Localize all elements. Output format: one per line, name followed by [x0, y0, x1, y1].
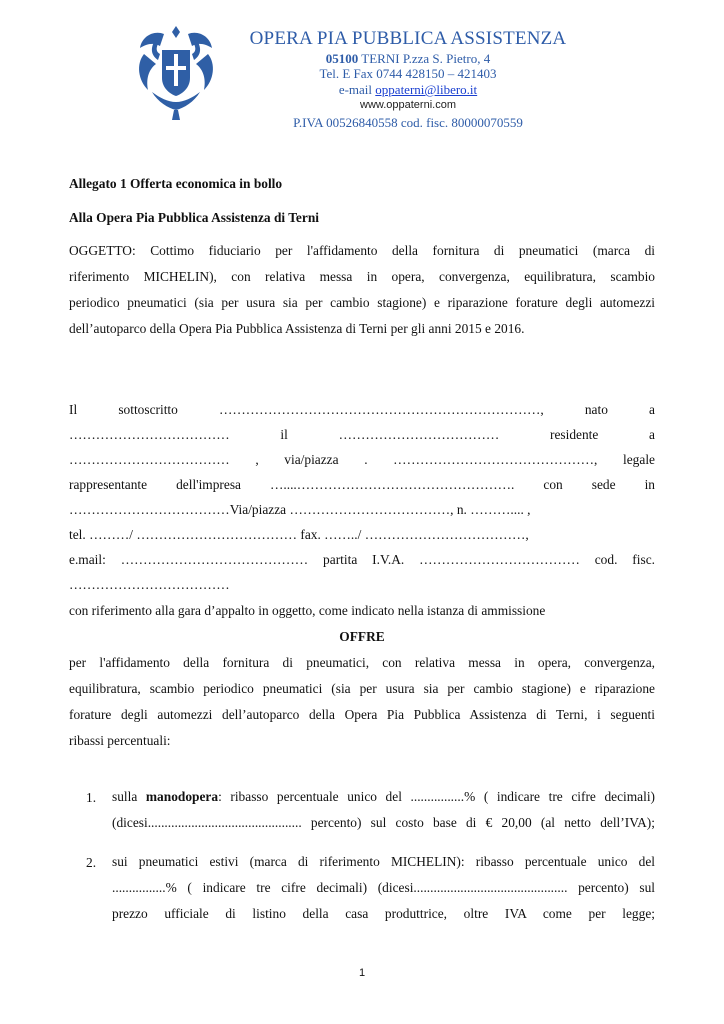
- item-1-line: [112, 790, 655, 803]
- item-2-line: prezzo ufficiale di listino della casa produttrice, oltre IVA come per legge;: [112, 906, 655, 921]
- address-text: TERNI P.zza S. Pietro, 4: [358, 51, 491, 66]
- item-1-line-2: (dicesi.............................................. percento) sul costo base di € 20,00 (al netto dell’IVA);: [112, 815, 655, 830]
- form-line: Il sottoscritto ………………………………………………………………, nato a: [69, 402, 655, 417]
- form-line: ………………………………Via/piazza ………………………………, n. ……….... ,: [69, 502, 531, 517]
- form-line: ………………………………: [69, 577, 230, 592]
- subject-line: dell’autoparco della Opera Pia Pubblica Assistenza di Terni per gli anni 2015 e 2016.: [69, 321, 525, 336]
- postcode: 05100: [325, 51, 359, 66]
- subject-line: riferimento MICHELIN), con relativa messa in opera, convergenza, equilibratura, scambio: [69, 269, 655, 284]
- item-2-line: ................% ( indicare tre cifre decimali) (dicesi.............................................. percento) sul: [112, 880, 655, 895]
- organization-name: OPERA PIA PUBBLICA ASSISTENZA: [249, 28, 567, 49]
- email-line: [238, 83, 578, 96]
- coat-of-arms-logo: [134, 20, 218, 122]
- item-number: 2.: [86, 855, 97, 870]
- offer-line: ribassi percentuali:: [69, 733, 171, 748]
- page-number: 1: [358, 967, 366, 979]
- item-number: 1.: [86, 790, 97, 805]
- recipient-line: Alla Opera Pia Pubblica Assistenza di Terni: [69, 210, 319, 225]
- offer-heading: OFFRE: [339, 629, 385, 644]
- website-line: www.oppaterni.com: [360, 99, 456, 111]
- attachment-title: Allegato 1 Offerta economica in bollo: [69, 176, 283, 191]
- reference-line: con riferimento alla gara d’appalto in oggetto, come indicato nella istanza di ammissione: [69, 603, 546, 618]
- item-1-text: : ribasso percentuale unico del ................% ( indicare tre cifre decimali): [218, 789, 655, 804]
- subject-line: OGGETTO: Cottimo fiduciario per l'affidamento della fornitura di pneumatici (marca di: [69, 243, 655, 258]
- offer-line: forature degli automezzi dell’autoparco della Opera Pia Pubblica Assistenza di Terni, i seguenti: [69, 707, 655, 722]
- form-line: ……………………………… , via/piazza . ………………………………………, legale: [69, 452, 655, 467]
- address-line: [238, 52, 578, 65]
- email-label: e-mail: [338, 82, 376, 97]
- subject-line: periodico pneumatici (sia per usura sia per cambio stagione) e riparazione forature degli automezzi: [69, 295, 655, 310]
- phone-fax-line: Tel. E Fax 0744 428150 – 421403: [319, 66, 497, 81]
- form-line: ……………………………… il ……………………………… residente a: [69, 427, 655, 442]
- form-line: e.mail: …………………………………… partita I.V.A. ……………………………… cod. fisc.: [69, 552, 655, 567]
- vat-fiscal-code-line: P.IVA 00526840558 cod. fisc. 80000070559: [293, 115, 523, 130]
- form-line: rappresentante dell'impresa …....…………………………………………. con sede in: [69, 477, 655, 492]
- offer-line: per l'affidamento della fornitura di pneumatici, con relativa messa in opera, convergenza,: [69, 655, 655, 670]
- form-line: tel. ………/ ……………………………… fax. ……../ ………………………………,: [69, 527, 529, 542]
- item-2-line: sui pneumatici estivi (marca di riferimento MICHELIN): ribasso percentuale unico del: [112, 854, 655, 869]
- item-1-bold: manodopera: [145, 789, 219, 804]
- item-1-prefix: sulla: [112, 789, 146, 804]
- offer-line: equilibratura, scambio periodico pneumatici (sia per usura sia per cambio stagione) e riparazione: [69, 681, 655, 696]
- email-link[interactable]: oppaterni@libero.it: [375, 82, 478, 97]
